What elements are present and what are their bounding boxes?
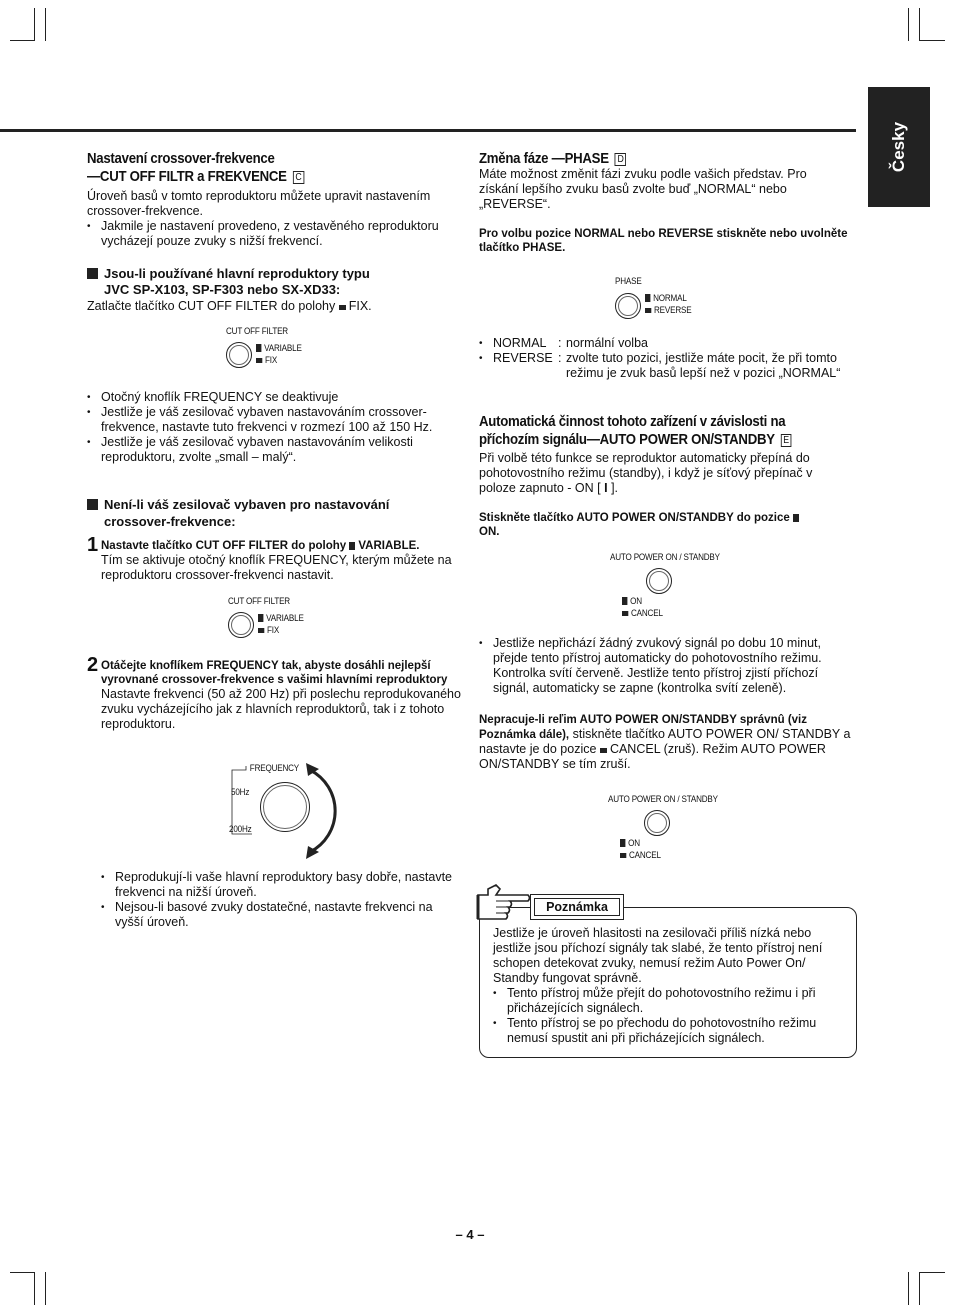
section-intro: Máte možnost změnit fázi zvuku podle vašich představ. Pro získání lepšího zvuku basů zvolte buď „NORMAL“ nebo „REVERSE“. — [479, 167, 807, 211]
list-item — [479, 336, 859, 351]
cut-off-filter-diagram — [228, 596, 348, 646]
option-fix: FIX — [258, 625, 279, 636]
button-out-icon — [620, 853, 626, 858]
cancel-text: Nepracuje-li reľim AUTO POWER ON/STANDBY správnû (viz Poznámka dále), stiskněte tlačítko AUTO POWER ON/ STANDBY a nastavte je do pozice CANCEL (zruš). Režim AUTO POWER ON/STANDBY se tím zruší. — [479, 714, 851, 771]
list-item: • Otočný knoflík FREQUENCY se deaktivuje — [87, 390, 459, 405]
option-variable: VARIABLE — [256, 343, 302, 354]
subsection-no-crossover — [87, 496, 459, 530]
pointing-hand-icon — [474, 881, 532, 921]
option-term: NORMAL — [493, 336, 547, 350]
section-crossover — [87, 150, 457, 249]
option-cancel: CANCEL — [620, 850, 661, 861]
crop-mark — [919, 8, 920, 41]
crop-mark — [45, 8, 46, 41]
list-item: • Nejsou-li basové zvuky dostatečné, nastavte frekvenci na vyšší úroveň. — [101, 900, 461, 930]
frequency-knob[interactable] — [260, 782, 310, 832]
max-label: 200Hz — [229, 824, 252, 834]
list-item: • Jestliže je váš zesilovač vybaven nastavováním velikosti reproduktoru, zvolte „small – malý“. — [87, 435, 459, 465]
list-item — [479, 351, 859, 381]
phase-options-list — [479, 336, 859, 381]
button-in-icon — [620, 839, 625, 847]
auto-power-instruction: Stiskněte tlačítko AUTO POWER ON/STANDBY do pozice ON. — [479, 511, 857, 539]
step-1 — [87, 535, 463, 583]
diagram-label: FREQUENCY — [249, 763, 300, 773]
phase-instruction: Pro volbu pozice NORMAL nebo REVERSE stiskněte nebo uvolněte tlačítko PHASE. — [479, 228, 848, 254]
subsection-heading: Jsou-li používané hlavní reproduktory typu JVC SP-X103, SP-F303 nebo SX-XD33: — [87, 266, 459, 298]
bullets-fix-effects — [87, 390, 459, 465]
button-in-icon — [256, 344, 261, 352]
bullet-icon: • — [479, 353, 483, 364]
subsection-heading: Není-li váš zesilovač vybaven pro nastavování crossover-frekvence: — [87, 496, 459, 530]
min-label: 50Hz — [231, 787, 250, 797]
button-out-icon — [600, 748, 607, 753]
section-title: Nastavení crossover-frekvence —CUT OFF FILTR a FREKVENCE C — [87, 150, 413, 186]
crop-mark — [908, 8, 909, 41]
button-out-icon — [645, 308, 651, 313]
cut-off-filter-diagram — [226, 326, 346, 376]
option-reverse: REVERSE — [645, 305, 691, 316]
figure-ref: E — [781, 434, 792, 447]
crop-mark — [34, 8, 35, 41]
bullet-list — [479, 636, 844, 696]
step-text: Nastavte frekvenci (50 až 200 Hz) při poslechu reprodukovaného zvuku vycházejícího jak z hlavních reproduktorů, tak i z tohoto reproduktoru. — [101, 687, 461, 731]
option-term: REVERSE — [493, 351, 553, 365]
cut-off-filter-button[interactable] — [228, 612, 254, 638]
button-out-icon — [258, 628, 264, 633]
diagram-label: AUTO POWER ON / STANDBY — [608, 794, 718, 804]
header-rule — [0, 129, 856, 132]
step-instruction: Otáčejte knoflíkem FREQUENCY tak, abyste dosáhli nejlepší vyrovnané crossover-frekvence s vašimi hlavními reproduktory — [101, 660, 448, 686]
button-in-icon — [349, 542, 355, 550]
bullet-list — [87, 219, 457, 249]
cancel-paragraph — [479, 712, 854, 772]
crop-mark — [908, 1272, 909, 1305]
crop-mark — [919, 1272, 945, 1273]
step-text: Tím se aktivuje otočný knoflík FREQUENCY, kterým můžete na reproduktoru crossover-frekvenci nastavit. — [101, 553, 452, 582]
auto-power-button[interactable] — [646, 568, 672, 594]
auto-power-diagram — [610, 552, 750, 622]
diagram-label: CUT OFF FILTER — [226, 326, 288, 336]
subsection-jvc — [87, 266, 459, 314]
diagram-label: AUTO POWER ON / STANDBY — [610, 552, 720, 562]
option-desc: normální volba — [566, 336, 648, 350]
option-sep: : — [558, 336, 562, 350]
note-title: Poznámka — [534, 898, 620, 916]
button-in-icon — [645, 294, 650, 302]
list-item: • Jestliže je váš zesilovač vybaven nastavováním crossover-frekvence, nastavte tuto frekvenci v rozmezí 100 až 150 Hz. — [87, 405, 459, 435]
language-tab-label: Česky — [889, 121, 908, 173]
subsection-text: Zatlačte tlačítko CUT OFF FILTER do polohy FIX. — [87, 299, 372, 313]
button-out-icon — [622, 611, 628, 616]
bullet-icon: • — [479, 338, 483, 349]
step-2 — [87, 655, 463, 732]
option-on: ON — [622, 596, 642, 607]
bullet-list — [87, 390, 459, 465]
figure-ref: D — [615, 153, 626, 166]
bullet-list — [101, 870, 461, 930]
square-bullet-icon — [87, 268, 98, 279]
diagram-label: PHASE — [615, 276, 642, 286]
crop-mark — [45, 1272, 46, 1305]
square-bullet-icon — [87, 499, 98, 510]
list-item: • Tento přístroj může přejít do pohotovostního režimu i při přicházejících signálech. — [493, 986, 843, 1016]
option-normal: NORMAL — [645, 293, 687, 304]
cut-off-filter-button[interactable] — [226, 342, 252, 368]
note-content — [493, 926, 843, 1046]
bullet-list — [493, 986, 843, 1046]
list-item: • Reprodukují-li vaše hlavní reproduktory basy dobře, nastavte frekvenci na nižší úroveň. — [101, 870, 461, 900]
diagram-label: CUT OFF FILTER — [228, 596, 290, 606]
option-on: ON — [620, 838, 640, 849]
auto-power-diagram — [608, 794, 748, 864]
figure-ref: C — [293, 171, 304, 184]
section-title: Automatická činnost tohoto zařízení v závislosti na příchozím signálu—AUTO POWER ON/STANDBY E — [479, 413, 812, 449]
note-tag — [530, 894, 624, 920]
list-item: • Tento přístroj se po přechodu do pohotovostního režimu nemusí spustit ani při přicházejících signálech. — [493, 1016, 843, 1046]
crop-mark — [10, 1272, 35, 1273]
step-number: 2 — [87, 654, 99, 676]
option-cancel: CANCEL — [622, 608, 663, 619]
crop-mark — [34, 1272, 35, 1305]
phase-button[interactable] — [615, 293, 641, 319]
crop-mark — [10, 40, 35, 41]
button-in-icon — [258, 614, 263, 622]
button-out-icon — [256, 358, 262, 363]
section-title: Změna fáze —PHASE D — [479, 150, 805, 168]
section-intro: Úroveň basů v tomto reproduktoru můžete upravit nastavením crossover-frekvence. — [87, 189, 431, 218]
step-number: 1 — [87, 534, 99, 556]
note-text: Jestliže je úroveň hlasitosti na zesilovači příliš nízká nebo jestliže jsou příchozí signály tak slabé, že tento přístroj není schopen detekovat zvuky, nemusí režim Auto Power On/ Standby fungovat správně. — [493, 926, 823, 985]
step-instruction: Nastavte tlačítko CUT OFF FILTER do polohy VARIABLE. — [101, 540, 420, 552]
page-number: – 4 – — [455, 1227, 485, 1242]
option-sep: : — [558, 351, 562, 365]
section-intro: Při volbě této funkce se reproduktor automaticky přepíná do pohotovostního režimu (standby), i když je síťový přepínač v poloze zapnuto - ON [ I ]. — [479, 451, 813, 495]
button-in-icon — [622, 597, 627, 605]
auto-power-button[interactable] — [644, 810, 670, 836]
section-phase — [479, 150, 849, 255]
option-fix: FIX — [256, 355, 277, 366]
list-item: • Jakmile je nastavení provedeno, z vestavěného reproduktoru vycházejí pouze zvuky s nižší frekvencí. — [87, 219, 457, 249]
crop-mark — [919, 40, 945, 41]
button-out-icon — [339, 305, 346, 310]
bullets-frequency-tips — [101, 870, 461, 930]
bullets-auto-power — [479, 636, 844, 696]
phase-diagram — [615, 276, 735, 326]
option-variable: VARIABLE — [258, 613, 304, 624]
button-in-icon — [793, 514, 799, 522]
list-item: • Jestliže nepřichází žádný zvukový signál po dobu 10 minut, přejde tento přístroj automaticky do pohotovostního režimu. Kontrolka svítí červeně. Jestliže tento přístroj zjistí příchozí signál, automaticky se zapne (kontrolka svítí zeleně). — [479, 636, 844, 696]
option-desc: zvolte tuto pozici, jestliže máte pocit, že při tomto režimu je zvuk basů lepší než v pozici „NORMAL“ — [566, 351, 841, 380]
language-tab — [868, 87, 930, 207]
crop-mark — [919, 1272, 920, 1305]
section-auto-power — [479, 413, 857, 539]
frequency-diagram — [228, 760, 348, 860]
